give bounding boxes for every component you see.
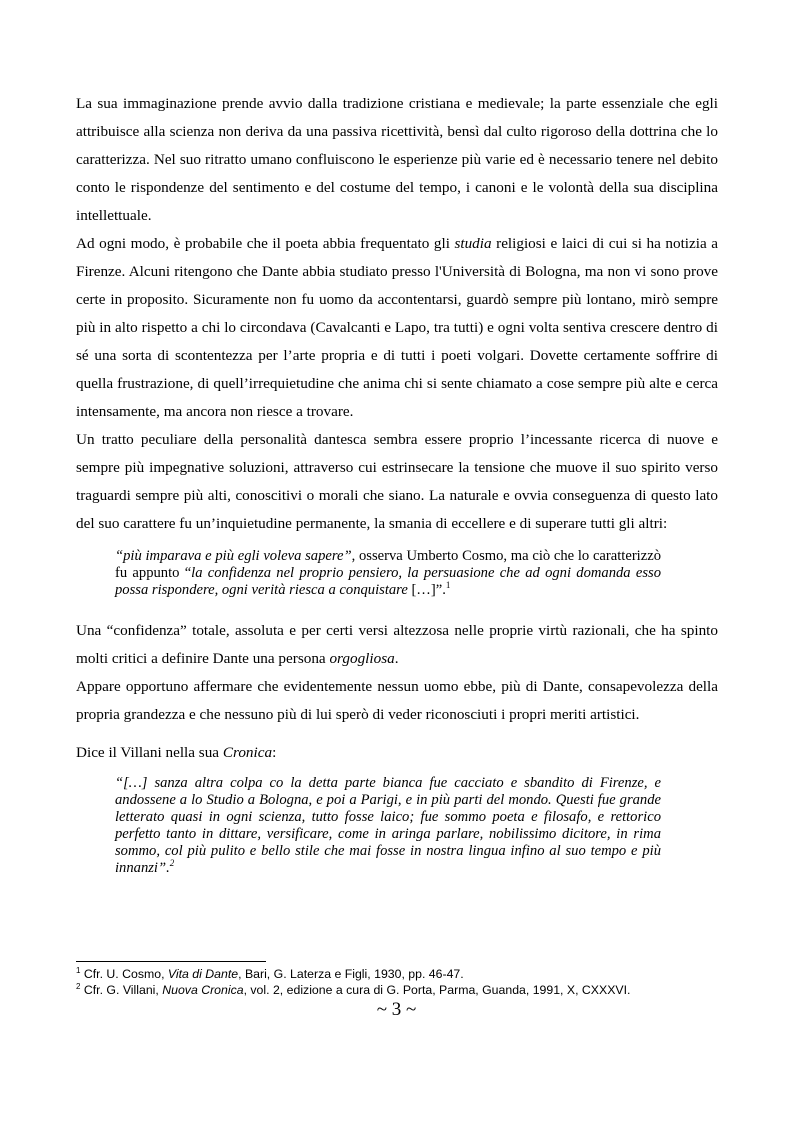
footnote-separator (76, 961, 266, 962)
footnote-1-number: 1 (76, 965, 81, 975)
footnote-1 (76, 966, 726, 982)
footnote-2-text-a: Cfr. G. Villani, (80, 983, 163, 997)
paragraph-1: La sua immaginazione prende avvio dalla tradizione cristiana e medievale; la parte essenziale che egli attribuisce alla scienza non deriva da una passiva ricettività, bensì dal culto rigoroso della dottrina che lo caratterizza. Nel suo ritratto umano confluiscono le esperienze più varie ed è necessario tenere nel debito conto le rispondenze del sentimento e del costume del tempo, i canoni e le volontà della sua disciplina intellettuale. (76, 95, 718, 224)
paragraph-2-italic: studia (454, 235, 492, 252)
quote-cosmo-italic-a: “più imparava e più egli voleva sapere” (115, 548, 352, 564)
footnote-1-text-b: , Bari, G. Laterza e Figli, 1930, pp. 46-47. (238, 967, 464, 981)
quote-cosmo-text-b: […]”. (407, 582, 446, 598)
block-quote-cosmo (115, 548, 661, 599)
paragraph-2-text-b: religiosi e laici di cui si ha notizia a Firenze. Alcuni ritengono che Dante abbia studiato presso l'Università di Bologna, ma non vi sono prove certe in proposito. Sicuramente non fu uomo da accontentarsi, guardò sempre più lontano, mirò sempre più in alto rispetto a chi lo circondava (Cavalcanti e Lapo, tra tutti) e ogni volta sentiva crescere dentro di sé una sorta di scontentezza per l’arte propria e di tutti i poeti volgari. Dovette certamente soffrire di quella frustrazione, di quell’irrequietudine che anima chi si sente chiamato a cose sempre più alte e cerca intensamente, ma ancora non riesce a trovare. (76, 235, 718, 420)
page-number: ~ 3 ~ (376, 999, 417, 1020)
paragraph-4 (76, 617, 718, 673)
paragraph-4-text-b: . (394, 650, 399, 667)
paragraph-4-text-a: Una “confidenza” totale, assoluta e per certi versi altezzosa nelle proprie virtù razionali, che ha spinto molti critici a definire Dante una persona (76, 622, 718, 667)
paragraph-6 (76, 739, 718, 767)
paragraph-6-text-a: Dice il Villani nella sua (76, 744, 223, 761)
paragraph-4-italic: orgogliosa (329, 650, 395, 667)
paragraph-3: Un tratto peculiare della personalità dantesca sembra essere proprio l’incessante ricerca di nuove e sempre più impegnative soluzioni, attraverso cui estrinsecare la tensione che muove il suo spirito verso traguardi sempre più alti, conoscitivi o morali che siano. La naturale e ovvia conseguenza di questo lato del suo carattere fu un’inquietudine permanente, la smania di eccellere e di superare tutti gli altri: (76, 431, 718, 532)
paragraph-6-text-b: : (272, 744, 277, 761)
footnote-ref-1[interactable]: 1 (445, 580, 451, 591)
quote-cosmo-text-a: , osserva Umberto Cosmo, ma ciò che lo caratterizzò fu appunto “ (115, 548, 661, 581)
footnotes (76, 966, 726, 998)
footnote-2 (76, 982, 726, 998)
footnote-1-title: Vita di Dante (167, 967, 239, 981)
quote-villani-text: “[…] sanza altra colpa co la detta parte bianca fue cacciato e sbandito di Firenze, e andossene a lo Studio a Bologna, e poi a Parigi, e in più parti del mondo. Questi fue grande letterato quasi in ogni scienza, tutto fosse laico; fue sommo poeta e filosafo, e rettorico perfetto tanto in dittare, versificare, come in aringa parlare, nobilissimo dicitore, in rima sommo, col più pulito e bello stile che mai fosse in nostra lingua infino al suo tempo e più innanzi”. (115, 775, 661, 876)
paragraph-2 (76, 230, 718, 426)
footnote-2-title: Nuova Cronica (162, 983, 244, 997)
footnote-2-text-b: , vol. 2, edizione a cura di G. Porta, Parma, Guanda, 1991, X, CXXXVI. (243, 983, 631, 997)
paragraph-5: Appare opportuno affermare che evidentemente nessun uomo ebbe, più di Dante, consapevolezza della propria grandezza e che nessuno più di lui sperò di veder riconosciuti i propri meriti artistici. (76, 678, 718, 723)
paragraph-2-text-a: Ad ogni modo, è probabile che il poeta abbia frequentato gli (76, 235, 455, 252)
footnote-2-number: 2 (76, 981, 81, 991)
page-body (76, 90, 718, 877)
footnote-ref-2[interactable]: 2 (169, 858, 175, 869)
paragraph-6-italic: Cronica (222, 744, 273, 761)
quote-cosmo-italic-b: la confidenza nel proprio pensiero, la persuasione che ad ogni domanda esso possa rispondere, ogni verità riesca a conquistare (115, 565, 661, 598)
block-quote-villani (115, 775, 661, 877)
footnote-1-text-a: Cfr. U. Cosmo, (80, 967, 168, 981)
